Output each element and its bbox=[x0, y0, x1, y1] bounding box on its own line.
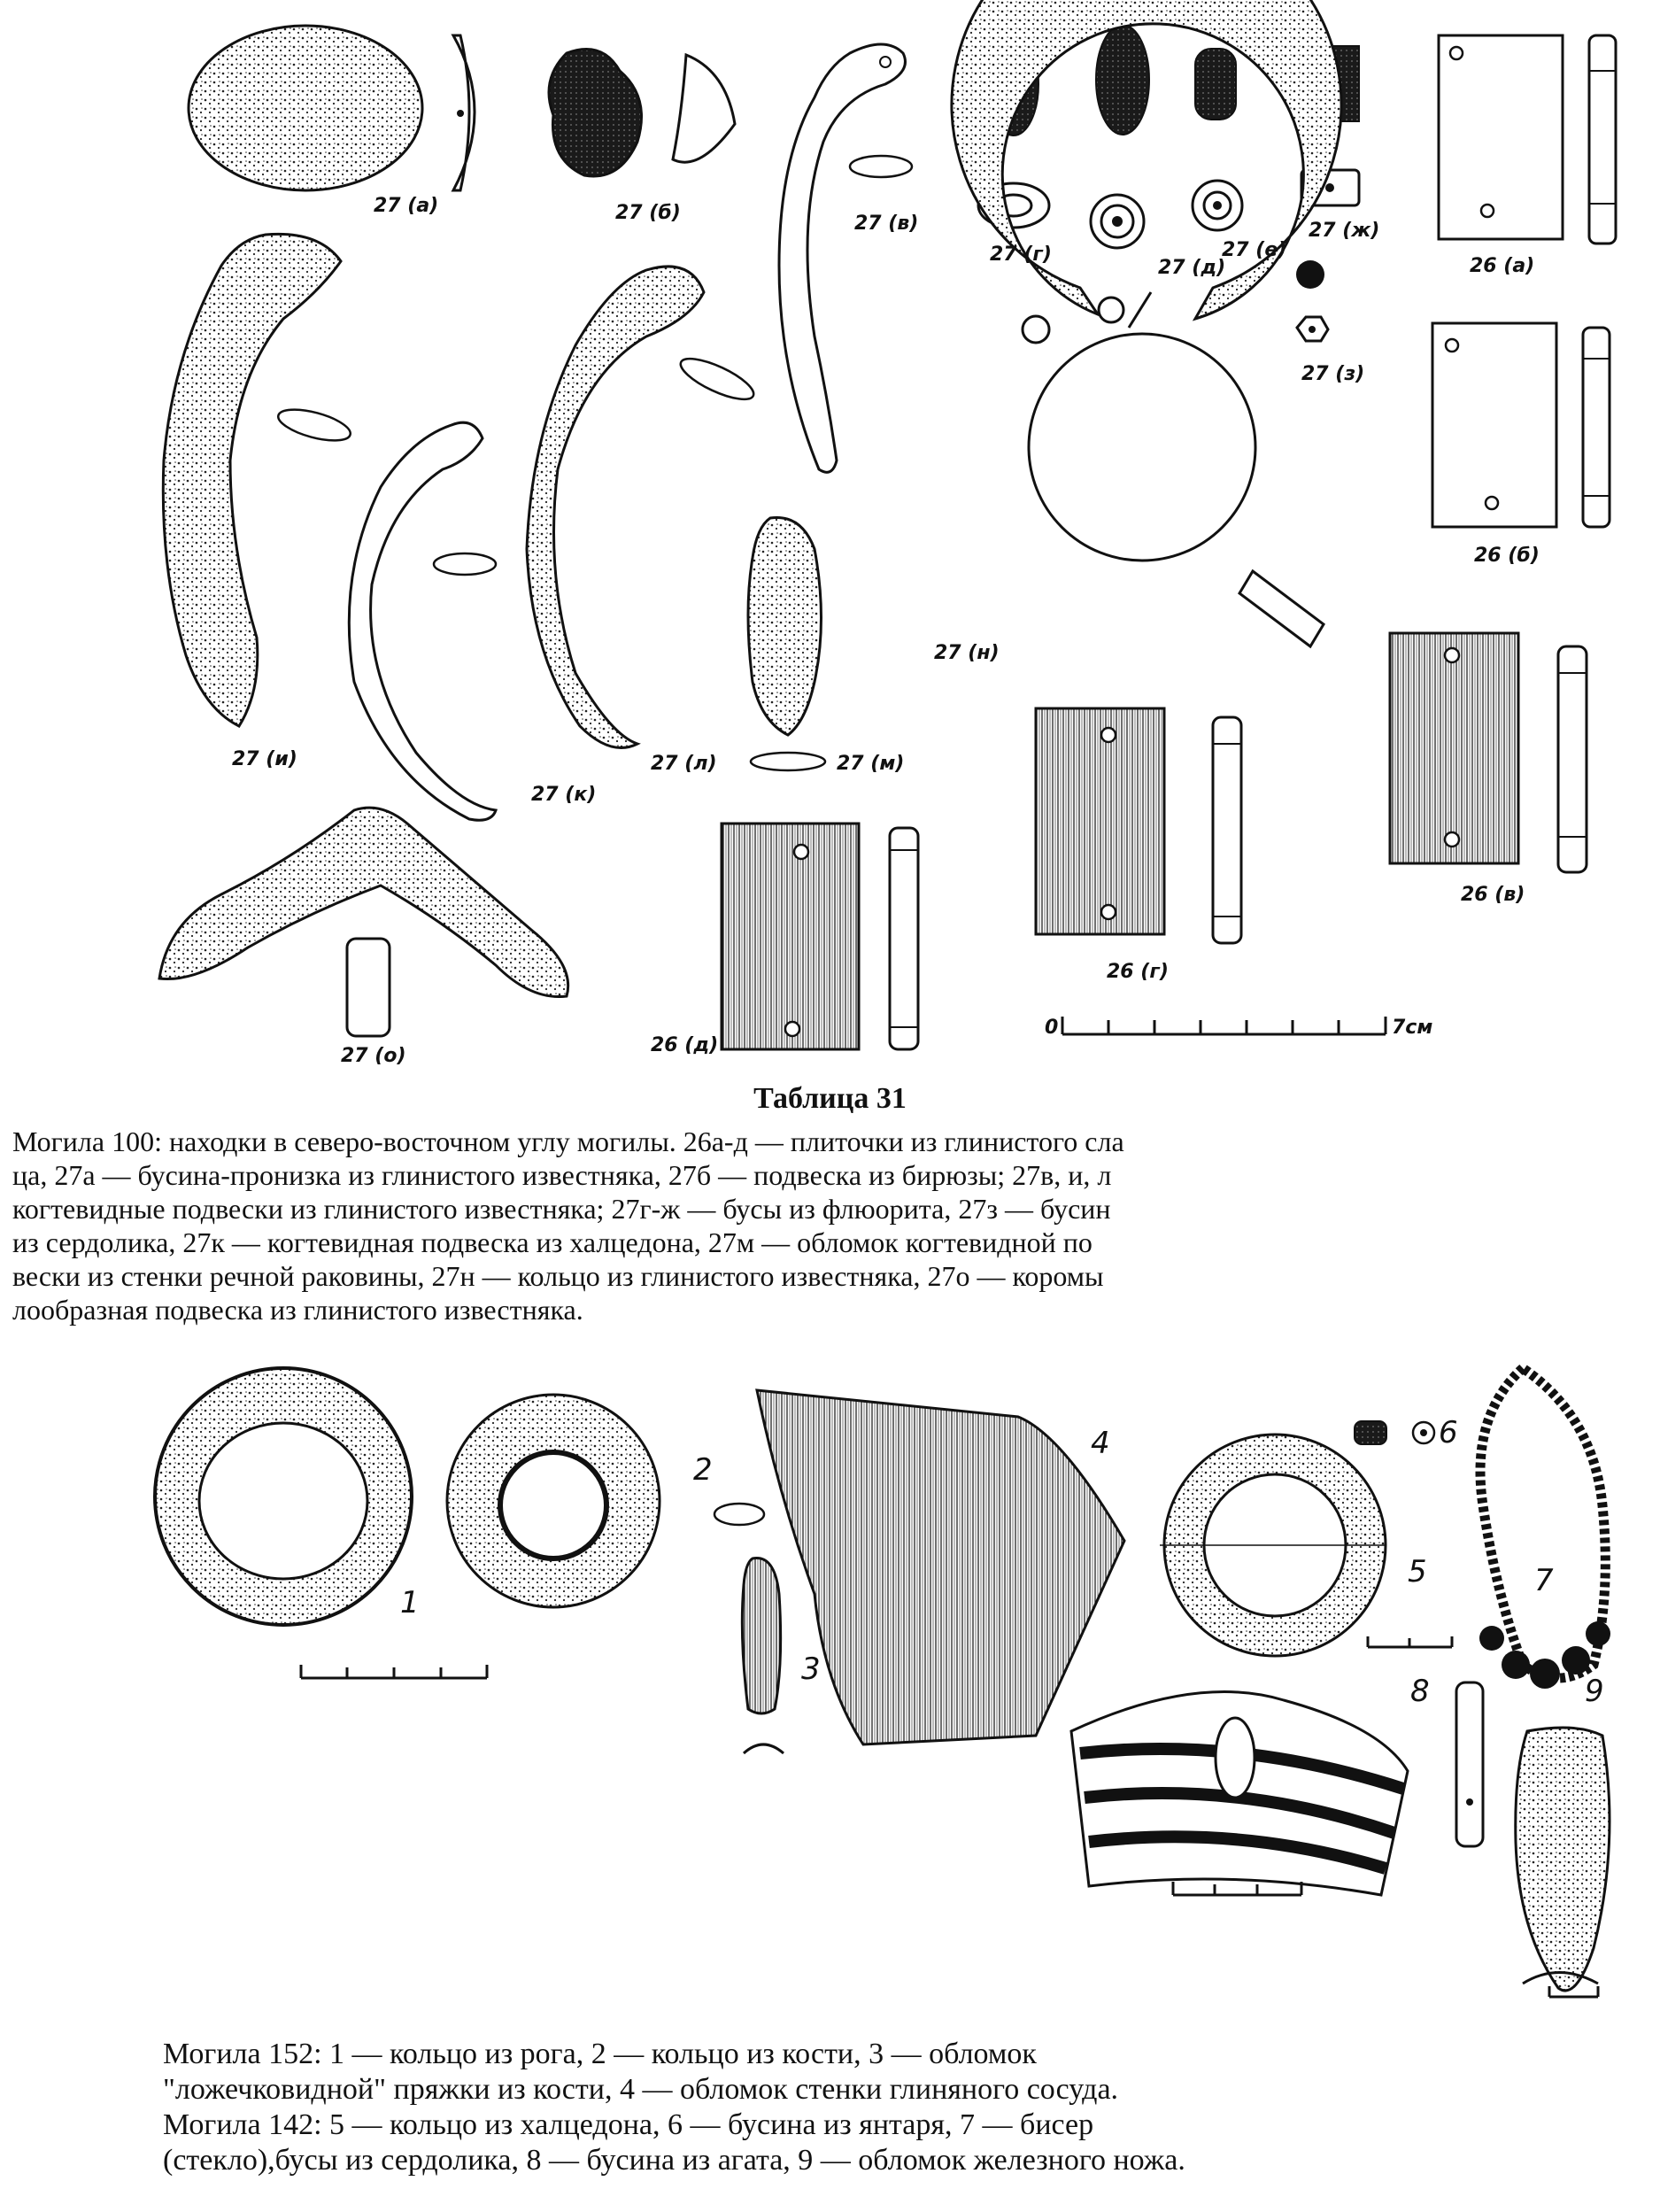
item-number-6: 6 bbox=[1439, 1415, 1458, 1450]
fragment-27m-drawing bbox=[748, 517, 825, 770]
claw-pendant-27l-drawing bbox=[527, 267, 759, 748]
item-number-8: 8 bbox=[1410, 1674, 1430, 1709]
label-27a: 27 (а) bbox=[374, 195, 439, 217]
tile-26v-drawing bbox=[1390, 633, 1587, 872]
chalcedony-ring-5-drawing bbox=[1160, 1435, 1386, 1656]
label-27i: 27 (и) bbox=[232, 748, 297, 770]
label-27n: 27 (н) bbox=[934, 642, 1000, 664]
label-27o: 27 (о) bbox=[341, 1045, 406, 1067]
label-27m: 27 (м) bbox=[837, 753, 905, 775]
item-number-5: 5 bbox=[1408, 1554, 1427, 1589]
label-26v: 26 (в) bbox=[1461, 884, 1525, 906]
label-27g: 27 (г) bbox=[990, 244, 1052, 266]
label-26g: 26 (г) bbox=[1107, 961, 1169, 983]
item-number-7: 7 bbox=[1534, 1563, 1554, 1598]
amber-bead-6-drawing bbox=[1355, 1421, 1434, 1444]
scale-bar-lower-8 bbox=[1173, 1882, 1301, 1895]
tile-26a-drawing bbox=[1439, 35, 1616, 244]
caption-graves-152-142: Могила 152: 1 — кольцо из рога, 2 — кольцо из кости, 3 — обломок "ложечковидной" пряжки из кости, 4 — обломок стенки глиняного сосуда. Могила 142: 5 — кольцо из халцедона, 6 — бусина из янтаря, 7 — бисер (стекло),бусы из сердолика, 8 — бусина из агата, 9 — обломок железного ножа. bbox=[163, 2038, 1185, 2177]
horn-ring-1-drawing bbox=[155, 1368, 412, 1625]
claw-pendant-27k-drawing bbox=[349, 422, 496, 820]
agate-bead-8-drawing bbox=[1071, 1682, 1483, 1895]
bead-27a-drawing bbox=[189, 26, 475, 190]
label-26b: 26 (б) bbox=[1474, 545, 1540, 567]
label-26a: 26 (а) bbox=[1470, 255, 1535, 277]
label-27k: 27 (к) bbox=[531, 784, 597, 806]
tile-26d-drawing bbox=[722, 824, 918, 1049]
plate-title: Таблица 31 bbox=[753, 1082, 907, 1115]
label-27z: 27 (з) bbox=[1301, 363, 1365, 385]
label-27e: 27 (е) bbox=[1222, 239, 1287, 261]
beads-27z-drawing bbox=[1296, 260, 1328, 341]
item-number-2: 2 bbox=[693, 1452, 713, 1488]
item-number-1: 1 bbox=[400, 1585, 420, 1620]
item-number-9: 9 bbox=[1585, 1674, 1604, 1709]
bone-ring-2-drawing bbox=[447, 1395, 764, 1607]
claw-pendant-27v-drawing bbox=[779, 44, 912, 472]
tile-26g-drawing bbox=[1036, 708, 1241, 943]
knife-fragment-9-drawing bbox=[1516, 1728, 1610, 1991]
label-27b: 27 (б) bbox=[615, 202, 681, 224]
label-27v: 27 (в) bbox=[854, 213, 919, 235]
scale-bar-top bbox=[1062, 1017, 1386, 1034]
scale-bar-lower-5 bbox=[1368, 1636, 1452, 1647]
buckle-fragment-3-drawing bbox=[742, 1558, 784, 1754]
yoke-pendant-27o-drawing bbox=[159, 808, 568, 1036]
caption-grave-100: Могила 100: находки в северо-восточном углу могилы. 26а-д — плиточки из глинистого сла ца, 27а — бусина-пронизка из глинистого известняка, 27б — подвеска из бирюзы; 27в, и, л когтевидные подвески из глинистого известняка; 27г-ж — бусы из флюорита, 27з — бусин из сердолика, 27к — когтевидная подвеска из халцедона, 27м — обломок когтевидной по вески из стенки речной раковины, 27н — кольцо из глинистого известняка, 27о — коромы лообразная подвеска из глинистого известняка. bbox=[12, 1125, 1124, 1326]
pendant-27b-drawing bbox=[549, 50, 735, 176]
label-26d: 26 (д) bbox=[651, 1034, 719, 1056]
scale-end-label: 7см bbox=[1392, 1017, 1433, 1039]
item-number-4: 4 bbox=[1091, 1426, 1110, 1461]
scale-bar-lower-1 bbox=[301, 1665, 487, 1678]
vessel-fragment-4-drawing bbox=[757, 1390, 1124, 1744]
claw-pendant-27i-drawing bbox=[163, 234, 353, 726]
label-27zh: 27 (ж) bbox=[1309, 220, 1380, 242]
necklace-7-drawing bbox=[1479, 1368, 1610, 1689]
tile-26b-drawing bbox=[1432, 323, 1610, 527]
scale-start-label: 0 bbox=[1045, 1017, 1059, 1039]
item-number-3: 3 bbox=[801, 1651, 821, 1687]
label-27l: 27 (л) bbox=[651, 753, 717, 775]
label-27d: 27 (д) bbox=[1158, 257, 1226, 279]
